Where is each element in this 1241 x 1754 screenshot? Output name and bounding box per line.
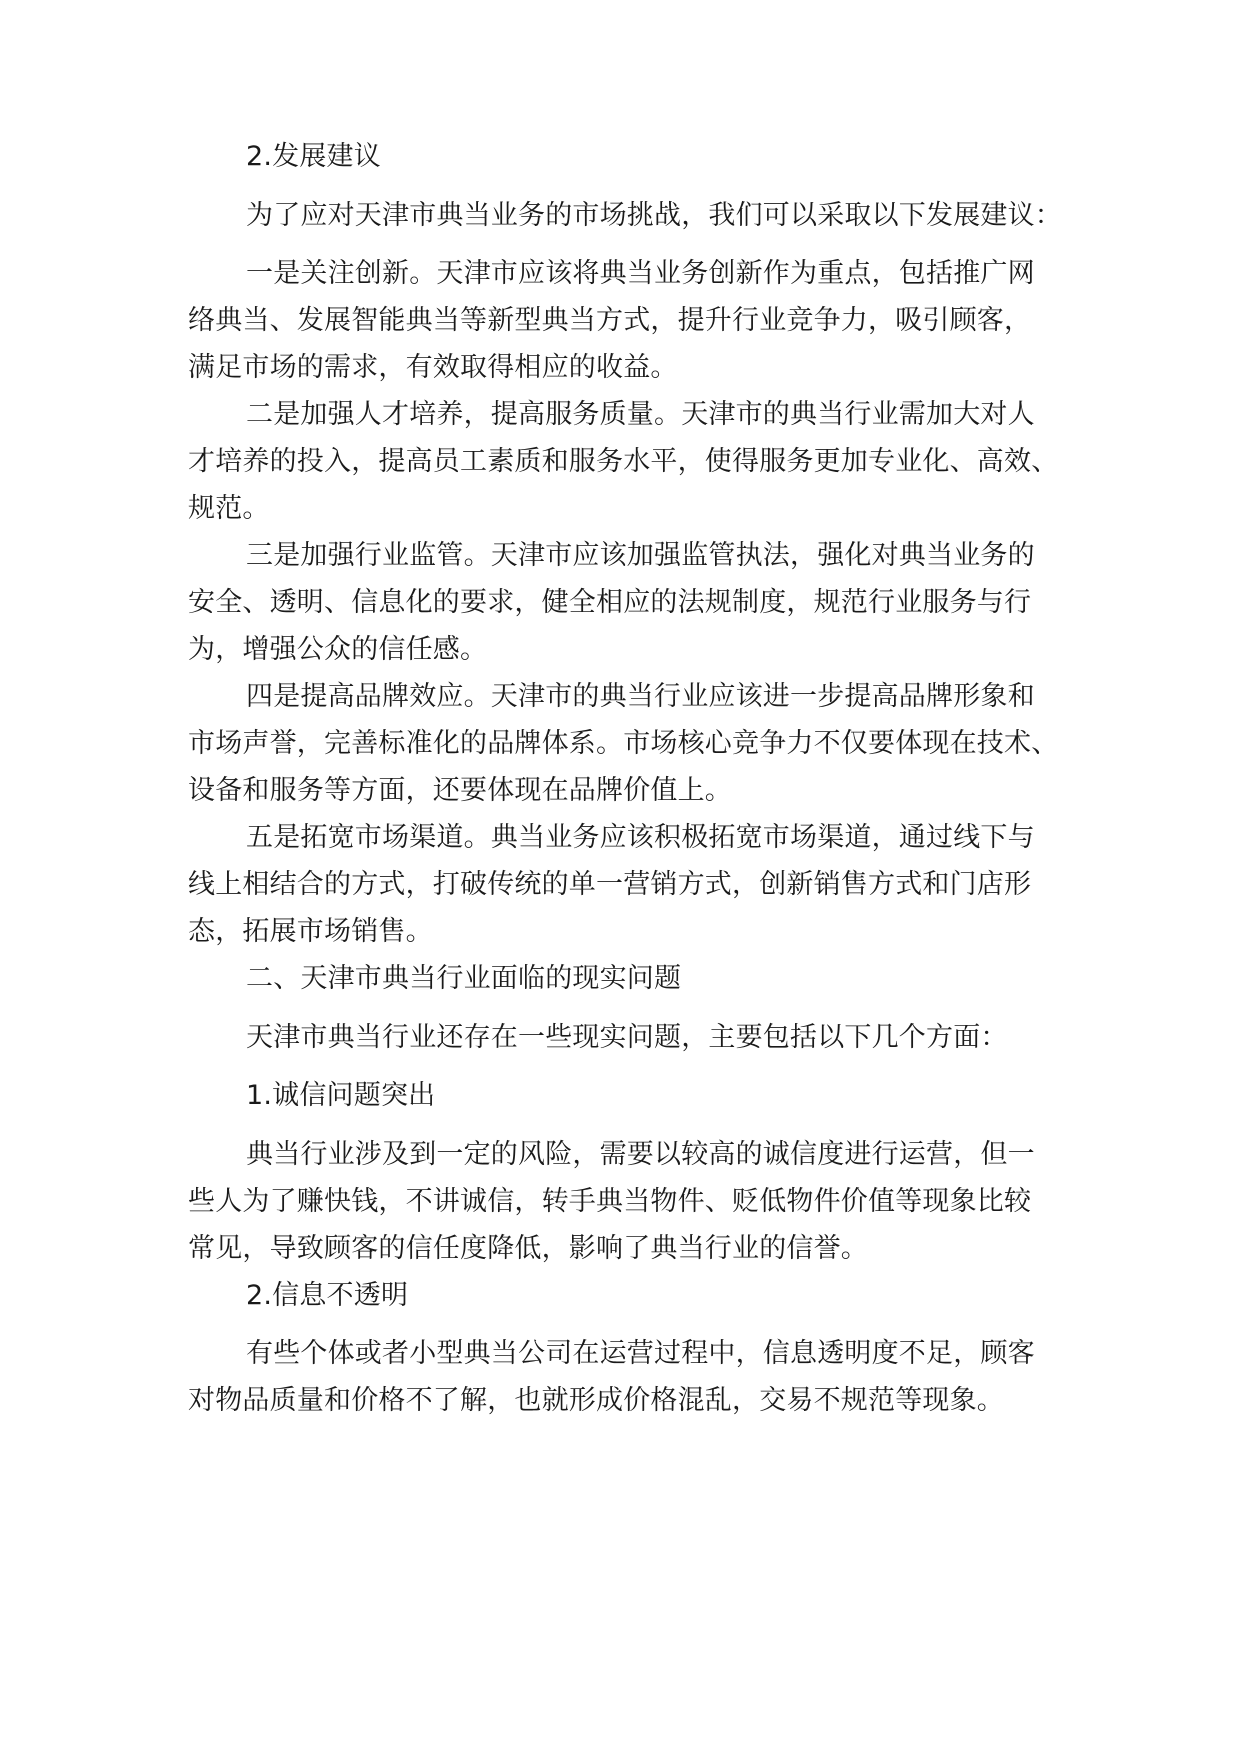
text-line: 规范。 xyxy=(188,493,270,524)
paragraph-suggestion-3 xyxy=(188,532,1088,673)
text-line: 1.诚信问题突出 xyxy=(246,1080,436,1111)
section-2-heading xyxy=(188,955,1088,1002)
heading-integrity xyxy=(188,1072,1088,1119)
text-line: 市场声誉，完善标准化的品牌体系。市场核心竞争力不仅要体现在技术、 xyxy=(188,728,1059,759)
paragraph-suggestion-1 xyxy=(188,250,1088,391)
text-line: 为，增强公众的信任感。 xyxy=(188,634,488,665)
paragraph-intro-suggestions xyxy=(188,192,1088,239)
heading-transparency xyxy=(188,1272,1088,1319)
paragraph-transparency-body xyxy=(188,1330,1088,1424)
paragraph-suggestion-2 xyxy=(188,391,1088,532)
text-line: 些人为了赚快钱，不讲诚信，转手典当物件、贬低物件价值等现象比较 xyxy=(188,1186,1032,1217)
text-line: 满足市场的需求，有效取得相应的收益。 xyxy=(188,352,678,383)
paragraph-problems-intro xyxy=(188,1014,1088,1061)
text-line: 天津市典当行业还存在一些现实问题，主要包括以下几个方面： xyxy=(246,1022,1008,1053)
text-line: 有些个体或者小型典当公司在运营过程中，信息透明度不足，顾客 xyxy=(246,1338,1035,1369)
text-line: 为了应对天津市典当业务的市场挑战，我们可以采取以下发展建议： xyxy=(246,200,1062,231)
heading-dev-suggestions xyxy=(188,133,1088,180)
text-line: 典当行业涉及到一定的风险，需要以较高的诚信度进行运营，但一 xyxy=(246,1139,1035,1170)
text-line: 四是提高品牌效应。天津市的典当行业应该进一步提高品牌形象和 xyxy=(246,681,1035,712)
text-line: 络典当、发展智能典当等新型典当方式，提升行业竞争力，吸引顾客， xyxy=(188,305,1032,336)
text-line: 五是拓宽市场渠道。典当业务应该积极拓宽市场渠道，通过线下与 xyxy=(246,822,1035,853)
text-line: 2.发展建议 xyxy=(246,141,381,172)
text-line: 二是加强人才培养，提高服务质量。天津市的典当行业需加大对人 xyxy=(246,399,1035,430)
text-line: 三是加强行业监管。天津市应该加强监管执法，强化对典当业务的 xyxy=(246,540,1035,571)
paragraph-suggestion-5 xyxy=(188,814,1088,955)
text-line: 安全、透明、信息化的要求，健全相应的法规制度，规范行业服务与行 xyxy=(188,587,1032,618)
text-line: 2.信息不透明 xyxy=(246,1280,409,1311)
text-line: 常见，导致顾客的信任度降低，影响了典当行业的信誉。 xyxy=(188,1233,868,1264)
text-line: 设备和服务等方面，还要体现在品牌价值上。 xyxy=(188,775,732,806)
paragraph-suggestion-4 xyxy=(188,673,1088,814)
text-line: 才培养的投入，提高员工素质和服务水平，使得服务更加专业化、高效、 xyxy=(188,446,1059,477)
paragraph-integrity-body xyxy=(188,1131,1088,1272)
text-line: 对物品质量和价格不了解，也就形成价格混乱，交易不规范等现象。 xyxy=(188,1385,1004,1416)
text-line: 态，拓展市场销售。 xyxy=(188,916,433,947)
text-line: 一是关注创新。天津市应该将典当业务创新作为重点，包括推广网 xyxy=(246,258,1035,289)
text-line: 线上相结合的方式，打破传统的单一营销方式，创新销售方式和门店形 xyxy=(188,869,1032,900)
text-line: 二、天津市典当行业面临的现实问题 xyxy=(246,963,682,994)
